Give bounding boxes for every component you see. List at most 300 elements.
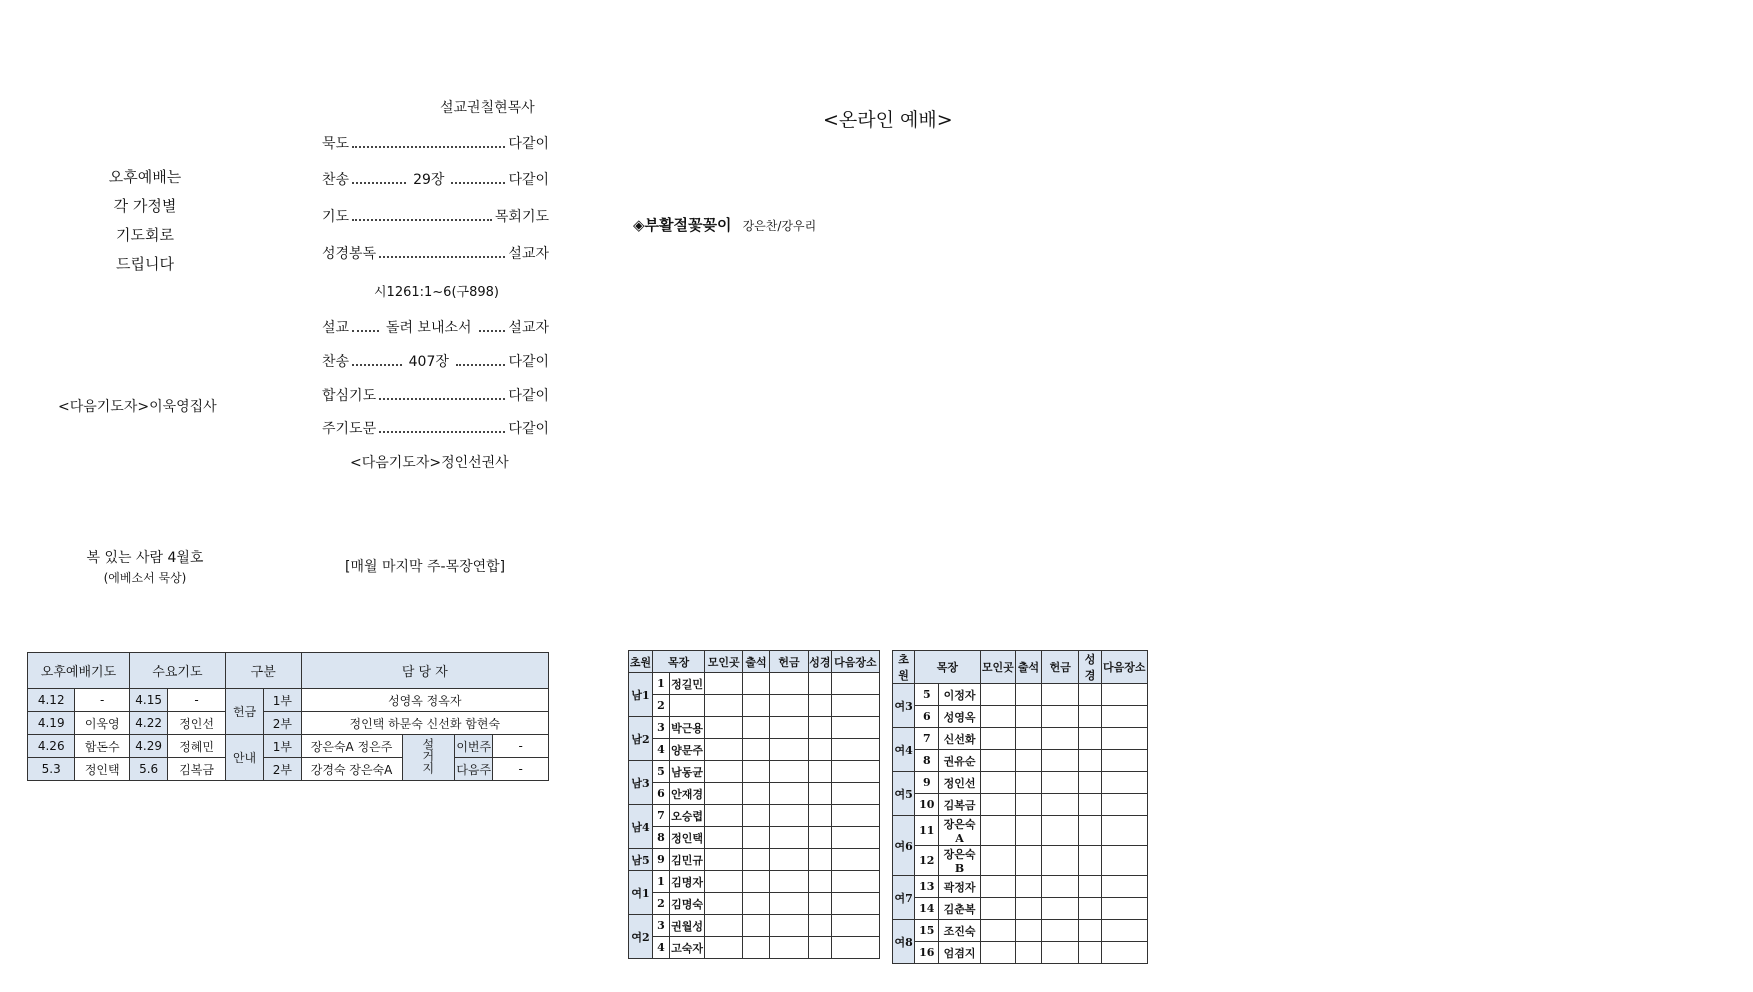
next-place-cell[interactable] bbox=[831, 783, 879, 805]
offering-cell[interactable] bbox=[770, 893, 809, 915]
header-attendance: 출석 bbox=[1015, 651, 1041, 684]
leader-name: 정인택 bbox=[669, 827, 705, 849]
cell-number: 5 bbox=[653, 761, 670, 783]
worship-order-item bbox=[322, 385, 549, 405]
attendance-cell[interactable] bbox=[742, 673, 769, 695]
offering-2: 정인택 하문숙 신선화 함현숙 bbox=[301, 712, 548, 735]
table-header-row bbox=[28, 653, 549, 689]
worship-order-item bbox=[322, 133, 549, 153]
next-place-cell[interactable] bbox=[1101, 898, 1147, 920]
attendance-cell[interactable] bbox=[742, 937, 769, 959]
table-row bbox=[893, 794, 1148, 816]
table-row bbox=[629, 761, 880, 783]
worship-item-leader: 다같이 bbox=[508, 388, 549, 404]
next-place-cell[interactable] bbox=[831, 937, 879, 959]
flower-names: 강은찬/강우리 bbox=[742, 219, 817, 233]
leader-name: 이정자 bbox=[939, 684, 980, 706]
next-place-cell[interactable] bbox=[831, 739, 879, 761]
gathering-place-cell[interactable] bbox=[980, 684, 1015, 706]
attendance-cell[interactable] bbox=[742, 761, 769, 783]
bible-cell[interactable] bbox=[808, 783, 831, 805]
cell-number: 9 bbox=[653, 849, 670, 871]
cell-number: 13 bbox=[915, 876, 939, 898]
offering-cell[interactable] bbox=[770, 717, 809, 739]
afternoon-message-line: 기도회로 bbox=[116, 226, 174, 244]
preacher-label: 설교권칠현목사 bbox=[440, 100, 535, 116]
leader-name: 오승렵 bbox=[669, 805, 705, 827]
gathering-place-cell[interactable] bbox=[705, 871, 743, 893]
name-cell: 김복금 bbox=[168, 758, 226, 781]
worship-order-item bbox=[322, 351, 549, 371]
worship-item-label: 찬송 bbox=[322, 354, 350, 370]
worship-item-label: 합심기도 bbox=[322, 388, 377, 404]
offering-cell[interactable] bbox=[1042, 942, 1079, 964]
header-grassland: 초원 bbox=[629, 651, 653, 673]
worship-order-item bbox=[322, 206, 549, 226]
header-grassland: 초원 bbox=[893, 651, 915, 684]
header-next-place: 다음장소 bbox=[831, 651, 879, 673]
worship-item-label: 묵도 bbox=[322, 136, 350, 152]
gathering-place-cell[interactable] bbox=[980, 772, 1015, 794]
table-row bbox=[629, 893, 880, 915]
bible-cell[interactable] bbox=[1079, 846, 1101, 876]
date-cell: 4.19 bbox=[28, 712, 75, 735]
cell-number: 6 bbox=[915, 706, 939, 728]
bible-cell[interactable] bbox=[1079, 898, 1101, 920]
leader-dots bbox=[352, 364, 402, 366]
worship-item-label: 설교 bbox=[322, 320, 350, 336]
worship-order-item bbox=[322, 243, 549, 263]
dish-week-label: 이번주 bbox=[455, 735, 493, 758]
header-in-charge: 담 당 자 bbox=[301, 653, 548, 689]
next-place-cell[interactable] bbox=[1101, 706, 1147, 728]
leader-name: 고숙자 bbox=[669, 937, 705, 959]
grassland-group-cell: 여5 bbox=[893, 772, 915, 816]
date-cell: 5.3 bbox=[28, 758, 75, 781]
offering-cell[interactable] bbox=[770, 937, 809, 959]
gathering-place-cell[interactable] bbox=[980, 750, 1015, 772]
leader-name: 권유순 bbox=[939, 750, 980, 772]
worship-order-item bbox=[322, 169, 549, 189]
offering-cell[interactable] bbox=[770, 673, 809, 695]
table-row bbox=[893, 772, 1148, 794]
name-cell: 정인택 bbox=[75, 758, 130, 781]
worship-order-item bbox=[322, 418, 549, 438]
bible-cell[interactable] bbox=[808, 937, 831, 959]
bible-cell[interactable] bbox=[808, 827, 831, 849]
worship-item-leader: 목회기도 bbox=[494, 209, 549, 225]
gathering-place-cell[interactable] bbox=[705, 937, 743, 959]
gathering-place-cell[interactable] bbox=[980, 942, 1015, 964]
cell-number: 2 bbox=[653, 695, 670, 717]
table-row bbox=[893, 942, 1148, 964]
worship-item-leader: 다같이 bbox=[508, 172, 550, 188]
offering-cell[interactable] bbox=[1042, 794, 1079, 816]
next-place-cell[interactable] bbox=[831, 827, 879, 849]
leader-dots bbox=[352, 219, 492, 221]
gathering-place-cell[interactable] bbox=[705, 673, 743, 695]
attendance-cell[interactable] bbox=[742, 871, 769, 893]
attendance-cell[interactable] bbox=[1015, 942, 1041, 964]
date-cell: 4.29 bbox=[129, 735, 167, 758]
date-cell: 4.26 bbox=[28, 735, 75, 758]
next-place-cell[interactable] bbox=[1101, 876, 1147, 898]
gathering-place-cell[interactable] bbox=[705, 695, 743, 717]
offering-cell[interactable] bbox=[1042, 846, 1079, 876]
leader-dots bbox=[352, 330, 379, 332]
gathering-place-cell[interactable] bbox=[980, 920, 1015, 942]
leader-name: 성영옥 bbox=[939, 706, 980, 728]
offering-cell[interactable] bbox=[770, 783, 809, 805]
attendance-cell[interactable] bbox=[742, 827, 769, 849]
bible-cell[interactable] bbox=[808, 915, 831, 937]
bible-cell[interactable] bbox=[1079, 920, 1101, 942]
bible-cell[interactable] bbox=[808, 893, 831, 915]
cell-number: 8 bbox=[915, 750, 939, 772]
attendance-cell[interactable] bbox=[1015, 706, 1041, 728]
gathering-place-cell[interactable] bbox=[705, 893, 743, 915]
leader-name: 조진숙 bbox=[939, 920, 980, 942]
offering-label: 헌금 bbox=[225, 689, 263, 735]
gathering-place-cell[interactable] bbox=[705, 805, 743, 827]
guide-label: 안내 bbox=[225, 735, 263, 781]
bible-cell[interactable] bbox=[1079, 942, 1101, 964]
bible-cell[interactable] bbox=[808, 805, 831, 827]
attendance-cell[interactable] bbox=[1015, 920, 1041, 942]
bible-cell[interactable] bbox=[1079, 876, 1101, 898]
worship-item-leader: 다같이 bbox=[508, 421, 549, 437]
attendance-cell[interactable] bbox=[742, 805, 769, 827]
worship-item-label: 성경봉독 bbox=[322, 246, 377, 262]
leader-name: 장은숙A bbox=[939, 816, 980, 846]
attendance-cell[interactable] bbox=[742, 717, 769, 739]
next-place-cell[interactable] bbox=[1101, 750, 1147, 772]
next-place-cell[interactable] bbox=[1101, 816, 1147, 846]
guide-2: 강경숙 장은숙A bbox=[301, 758, 402, 781]
grassland-group-cell: 여8 bbox=[893, 920, 915, 964]
leader-name: 양문주 bbox=[669, 739, 705, 761]
date-cell: 5.6 bbox=[129, 758, 167, 781]
next-place-cell[interactable] bbox=[1101, 942, 1147, 964]
table-row bbox=[629, 871, 880, 893]
table-row bbox=[629, 937, 880, 959]
grassland-group-cell: 여3 bbox=[893, 684, 915, 728]
dishwashing-label bbox=[402, 735, 455, 781]
leader-dots bbox=[379, 256, 505, 258]
cell-number: 9 bbox=[915, 772, 939, 794]
table-row bbox=[893, 728, 1148, 750]
table-row bbox=[893, 898, 1148, 920]
offering-cell[interactable] bbox=[770, 739, 809, 761]
next-place-cell[interactable] bbox=[1101, 728, 1147, 750]
offering-cell[interactable] bbox=[1042, 706, 1079, 728]
online-worship-title: <온라인 예배> bbox=[823, 109, 953, 131]
cell-number: 7 bbox=[653, 805, 670, 827]
offering-cell[interactable] bbox=[1042, 876, 1079, 898]
dish-week-value: - bbox=[493, 758, 549, 781]
part-label: 2부 bbox=[264, 712, 301, 735]
monthly-note: [매월 마지막 주-목장연합] bbox=[345, 559, 506, 575]
worship-item-label: 찬송 bbox=[322, 172, 350, 188]
offering-cell[interactable] bbox=[1042, 816, 1079, 846]
afternoon-message-line: 드립니다 bbox=[116, 255, 174, 273]
attendance-cell[interactable] bbox=[1015, 898, 1041, 920]
offering-cell[interactable] bbox=[770, 915, 809, 937]
table-row bbox=[629, 739, 880, 761]
offering-cell[interactable] bbox=[770, 849, 809, 871]
offering-cell[interactable] bbox=[770, 695, 809, 717]
attendance-table-left bbox=[628, 650, 880, 959]
next-place-cell[interactable] bbox=[831, 871, 879, 893]
next-place-cell[interactable] bbox=[1101, 794, 1147, 816]
bible-cell[interactable] bbox=[808, 761, 831, 783]
attendance-cell[interactable] bbox=[742, 849, 769, 871]
cell-number: 14 bbox=[915, 898, 939, 920]
leader-dots bbox=[451, 182, 505, 184]
gathering-place-cell[interactable] bbox=[980, 876, 1015, 898]
gathering-place-cell[interactable] bbox=[705, 849, 743, 871]
name-cell: - bbox=[75, 689, 130, 712]
header-afternoon-prayer: 오후예배기도 bbox=[28, 653, 130, 689]
offering-cell[interactable] bbox=[770, 805, 809, 827]
bible-cell[interactable] bbox=[1079, 772, 1101, 794]
attendance-cell[interactable] bbox=[742, 783, 769, 805]
attendance-cell[interactable] bbox=[1015, 816, 1041, 846]
worship-item-label: 기도 bbox=[322, 209, 350, 225]
table-row bbox=[28, 712, 549, 735]
leader-dots bbox=[379, 431, 505, 433]
table-row bbox=[28, 758, 549, 781]
table-row bbox=[893, 920, 1148, 942]
leader-name: 권월성 bbox=[669, 915, 705, 937]
date-cell: 4.22 bbox=[129, 712, 167, 735]
table-row bbox=[629, 673, 880, 695]
header-cell-group: 목장 bbox=[915, 651, 981, 684]
name-cell: - bbox=[168, 689, 226, 712]
guide-1: 장은숙A 정은주 bbox=[301, 735, 402, 758]
gathering-place-cell[interactable] bbox=[980, 728, 1015, 750]
table-row bbox=[629, 915, 880, 937]
flower-arrangement bbox=[633, 214, 816, 235]
gathering-place-cell[interactable] bbox=[980, 706, 1015, 728]
gathering-place-cell[interactable] bbox=[980, 794, 1015, 816]
leader-dots bbox=[456, 364, 506, 366]
leader-name: 정인선 bbox=[939, 772, 980, 794]
offering-cell[interactable] bbox=[1042, 684, 1079, 706]
grassland-group-cell: 남4 bbox=[629, 805, 653, 849]
grassland-group-cell: 남1 bbox=[629, 673, 653, 717]
grassland-group-cell: 여6 bbox=[893, 816, 915, 876]
cell-number: 1 bbox=[653, 673, 670, 695]
table-row bbox=[893, 706, 1148, 728]
cell-number: 5 bbox=[915, 684, 939, 706]
bible-cell[interactable] bbox=[808, 717, 831, 739]
leader-name: 남동균 bbox=[669, 761, 705, 783]
next-place-cell[interactable] bbox=[1101, 846, 1147, 876]
offering-cell[interactable] bbox=[770, 871, 809, 893]
attendance-cell[interactable] bbox=[1015, 750, 1041, 772]
table-row bbox=[629, 849, 880, 871]
grassland-group-cell: 남3 bbox=[629, 761, 653, 805]
worship-order-item bbox=[322, 317, 549, 337]
table-row bbox=[893, 846, 1148, 876]
next-place-cell[interactable] bbox=[831, 805, 879, 827]
bible-cell[interactable] bbox=[1079, 750, 1101, 772]
name-cell: 이욱영 bbox=[75, 712, 130, 735]
header-category: 구분 bbox=[225, 653, 301, 689]
bible-cell[interactable] bbox=[1079, 816, 1101, 846]
leader-name: 엄겸지 bbox=[939, 942, 980, 964]
worship-item-mid: 407장 bbox=[408, 354, 449, 370]
offering-cell[interactable] bbox=[770, 827, 809, 849]
grassland-group-cell: 남2 bbox=[629, 717, 653, 761]
attendance-body-left bbox=[629, 673, 880, 959]
worship-item-label: 주기도문 bbox=[322, 421, 377, 437]
attendance-cell[interactable] bbox=[1015, 876, 1041, 898]
attendance-body-right bbox=[893, 684, 1148, 964]
header-next-place: 다음장소 bbox=[1101, 651, 1147, 684]
leader-name: 곽정자 bbox=[939, 876, 980, 898]
attendance-cell[interactable] bbox=[1015, 794, 1041, 816]
next-place-cell[interactable] bbox=[831, 761, 879, 783]
next-place-cell[interactable] bbox=[1101, 684, 1147, 706]
next-prayer-left: <다음기도자>이욱영집사 bbox=[58, 399, 217, 415]
attendance-cell[interactable] bbox=[1015, 684, 1041, 706]
gathering-place-cell[interactable] bbox=[705, 739, 743, 761]
attendance-cell[interactable] bbox=[1015, 728, 1041, 750]
cell-number: 12 bbox=[915, 846, 939, 876]
bible-cell[interactable] bbox=[808, 695, 831, 717]
part-label: 2부 bbox=[264, 758, 301, 781]
prayer-duty-table bbox=[27, 652, 549, 781]
name-cell: 정인선 bbox=[168, 712, 226, 735]
attendance-cell[interactable] bbox=[742, 739, 769, 761]
attendance-cell[interactable] bbox=[742, 915, 769, 937]
header-wednesday-prayer: 수요기도 bbox=[129, 653, 225, 689]
part-label: 1부 bbox=[264, 689, 301, 712]
cell-number: 3 bbox=[653, 717, 670, 739]
attendance-cell[interactable] bbox=[1015, 772, 1041, 794]
name-cell: 정혜민 bbox=[168, 735, 226, 758]
attendance-cell[interactable] bbox=[742, 893, 769, 915]
table-row bbox=[893, 750, 1148, 772]
attendance-header-row bbox=[629, 651, 880, 673]
cell-number: 8 bbox=[653, 827, 670, 849]
offering-cell[interactable] bbox=[1042, 920, 1079, 942]
header-gathering-place: 모인곳 bbox=[705, 651, 743, 673]
next-place-cell[interactable] bbox=[1101, 772, 1147, 794]
table-row bbox=[629, 783, 880, 805]
leader-name: 장은숙B bbox=[939, 846, 980, 876]
gathering-place-cell[interactable] bbox=[980, 846, 1015, 876]
next-place-cell[interactable] bbox=[831, 893, 879, 915]
worship-item-leader: 다같이 bbox=[508, 136, 549, 152]
grassland-group-cell: 여4 bbox=[893, 728, 915, 772]
bible-cell[interactable] bbox=[808, 673, 831, 695]
gathering-place-cell[interactable] bbox=[980, 898, 1015, 920]
bible-cell[interactable] bbox=[808, 871, 831, 893]
bible-cell[interactable] bbox=[1079, 728, 1101, 750]
offering-cell[interactable] bbox=[770, 761, 809, 783]
header-offering: 헌금 bbox=[770, 651, 809, 673]
leader-dots bbox=[352, 182, 406, 184]
offering-cell[interactable] bbox=[1042, 728, 1079, 750]
flower-title: ◈부활절꽃꽂이 bbox=[633, 216, 732, 234]
bible-cell[interactable] bbox=[1079, 706, 1101, 728]
part-label: 1부 bbox=[264, 735, 301, 758]
leader-dots bbox=[379, 398, 505, 400]
gathering-place-cell[interactable] bbox=[705, 915, 743, 937]
next-place-cell[interactable] bbox=[831, 915, 879, 937]
next-place-cell[interactable] bbox=[831, 673, 879, 695]
worship-item-mid: 돌려 보내소서 bbox=[385, 320, 472, 336]
offering-cell[interactable] bbox=[1042, 898, 1079, 920]
blessed-line2: (에베소서 묵상) bbox=[103, 571, 187, 585]
header-bible: 성경 bbox=[1079, 651, 1101, 684]
gathering-place-cell[interactable] bbox=[705, 827, 743, 849]
attendance-cell[interactable] bbox=[742, 695, 769, 717]
leader-name: 안재경 bbox=[669, 783, 705, 805]
leader-dots bbox=[352, 146, 505, 148]
header-gathering-place: 모인곳 bbox=[980, 651, 1015, 684]
table-row bbox=[893, 684, 1148, 706]
table-row bbox=[28, 689, 549, 712]
attendance-table-right bbox=[892, 650, 1148, 964]
dish-week-label: 다음주 bbox=[455, 758, 493, 781]
leader-name: 김춘복 bbox=[939, 898, 980, 920]
bible-cell[interactable] bbox=[1079, 684, 1101, 706]
offering-cell[interactable] bbox=[1042, 750, 1079, 772]
worship-item-mid: 29장 bbox=[413, 172, 445, 188]
gathering-place-cell[interactable] bbox=[980, 816, 1015, 846]
attendance-cell[interactable] bbox=[1015, 846, 1041, 876]
next-place-cell[interactable] bbox=[831, 717, 879, 739]
cell-number: 4 bbox=[653, 937, 670, 959]
offering-cell[interactable] bbox=[1042, 772, 1079, 794]
cell-number: 16 bbox=[915, 942, 939, 964]
worship-item-leader: 다같이 bbox=[508, 354, 550, 370]
header-bible: 성경 bbox=[808, 651, 831, 673]
cell-number: 10 bbox=[915, 794, 939, 816]
dishwashing-text: 설거지 bbox=[420, 738, 435, 774]
worship-item-leader: 설교자 bbox=[508, 246, 549, 262]
name-cell: 함돈수 bbox=[75, 735, 130, 758]
cell-number: 2 bbox=[653, 893, 670, 915]
leader-name: 김민규 bbox=[669, 849, 705, 871]
leader-name: 신선화 bbox=[939, 728, 980, 750]
next-place-cell[interactable] bbox=[1101, 920, 1147, 942]
grassland-group-cell: 여1 bbox=[629, 871, 653, 915]
leader-name: 정길민 bbox=[669, 673, 705, 695]
grassland-group-cell: 여7 bbox=[893, 876, 915, 920]
afternoon-message-line: 오후예배는 bbox=[108, 168, 182, 186]
bible-cell[interactable] bbox=[808, 849, 831, 871]
gathering-place-cell[interactable] bbox=[705, 761, 743, 783]
bible-cell[interactable] bbox=[1079, 794, 1101, 816]
table-row bbox=[629, 805, 880, 827]
worship-item-leader: 설교자 bbox=[508, 320, 549, 336]
next-place-cell[interactable] bbox=[831, 695, 879, 717]
gathering-place-cell[interactable] bbox=[705, 783, 743, 805]
gathering-place-cell[interactable] bbox=[705, 717, 743, 739]
next-place-cell[interactable] bbox=[831, 849, 879, 871]
table-row bbox=[28, 735, 549, 758]
leader-dots bbox=[479, 330, 506, 332]
leader-name: 김복금 bbox=[939, 794, 980, 816]
attendance-header-row bbox=[893, 651, 1148, 684]
bible-cell[interactable] bbox=[808, 739, 831, 761]
leader-name bbox=[669, 695, 705, 717]
